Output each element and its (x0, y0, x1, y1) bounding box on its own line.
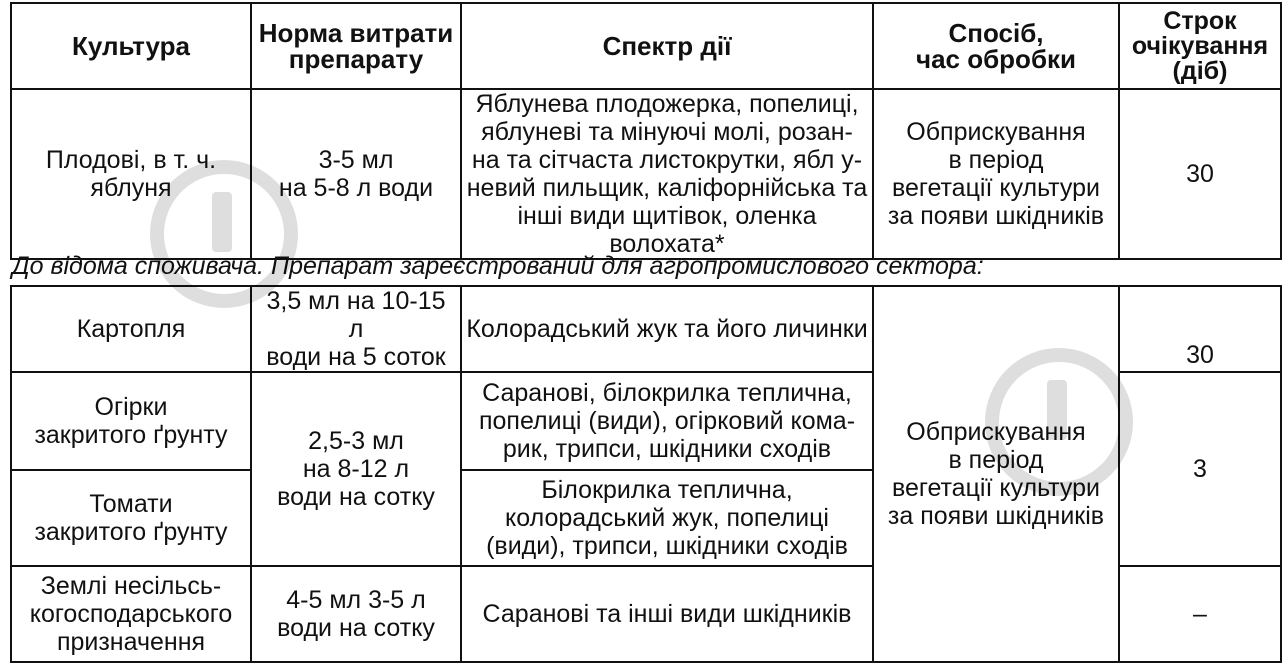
consumer-note: До відома споживача. Препарат зареєстрований для агропромислового сектора: (12, 252, 984, 280)
wait-cell: 30 (1119, 89, 1281, 259)
wait-cell-shared: 3 (1119, 372, 1281, 566)
rate-cell: 3-5 мл на 5-8 л води (251, 89, 461, 259)
header-culture: Культура (11, 3, 251, 89)
table-row (11, 286, 1281, 372)
wait-cell: 30 (1119, 286, 1281, 372)
rate-cell-shared: 2,5-3 мл на 8-12 л води на сотку (251, 372, 461, 566)
rate-cell: 4-5 мл 3-5 л води на сотку (251, 566, 461, 662)
spectrum-cell: Саранові, білокрилка теплична, попелиці (види), огірковий кома- рик, трипси, шкідники сходів (461, 372, 873, 470)
header-rate: Норма витрати препарату (251, 3, 461, 89)
table-row (11, 89, 1281, 259)
culture-cell: Картопля (11, 286, 251, 372)
header-spectrum: Спектр дії (461, 3, 873, 89)
rate-cell: 3,5 мл на 10-15 л води на 5 соток (251, 286, 461, 372)
wait-cell: – (1119, 566, 1281, 662)
method-cell: Обприскування в період вегетації культури за появи шкідників (873, 89, 1119, 259)
spectrum-cell: Яблунева плодожерка, попелиці, яблуневі та мінуючі молі, розан- на та сітчаста листокрутки, ябл у- невий пильщик, каліфорнійська та інші види щитівок, оленка волохата* (461, 89, 873, 259)
culture-cell: Плодові, в т. ч. яблуня (11, 89, 251, 259)
header-method: Спосіб, час обробки (873, 3, 1119, 89)
spectrum-cell: Саранові та інші види шкідників (461, 566, 873, 662)
spectrum-cell: Колорадський жук та його личинки (461, 286, 873, 372)
header-row (11, 3, 1281, 89)
regulation-table-main (10, 2, 1282, 260)
culture-cell: Землі несільсь- когосподарського призначення (11, 566, 251, 662)
regulation-table-agro (10, 285, 1282, 663)
spectrum-cell: Білокрилка теплична, колорадський жук, попелиці (види), трипси, шкідники сходів (461, 470, 873, 566)
culture-cell: Огірки закритого ґрунту (11, 372, 251, 470)
culture-cell: Томати закритого ґрунту (11, 470, 251, 566)
header-wait: Строк очікування (діб) (1119, 3, 1281, 89)
method-cell-shared: Обприскування в період вегетації культури за появи шкідників (873, 286, 1119, 662)
